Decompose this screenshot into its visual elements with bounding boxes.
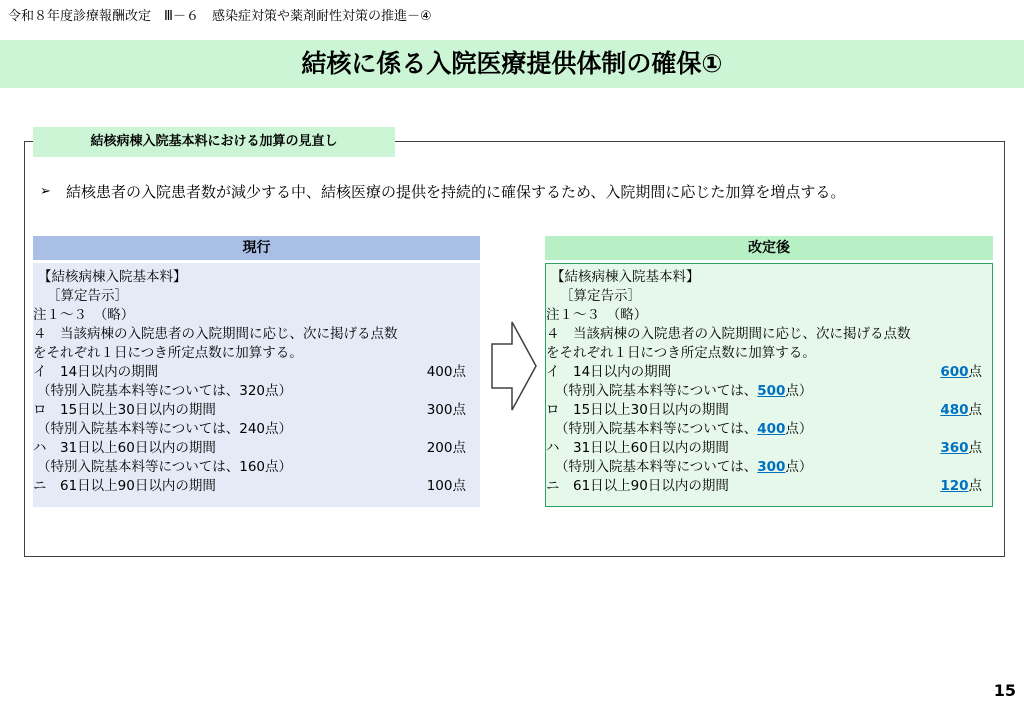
section-tag: 結核病棟入院基本料における加算の見直し [33, 127, 395, 157]
revised-column-header: 改定後 [545, 236, 993, 260]
points-unit: 点 [968, 440, 982, 456]
revised-item-ro-label: ロ 15日以上30日以内の期間 [546, 402, 729, 418]
page-number: 15 [993, 681, 1016, 700]
revised-item-i-value: 600 [940, 364, 969, 380]
bullet-text: 結核患者の入院患者数が減少する中、結核医療の提供を持続的に確保するため、入院期間に応じた加算を増点する。 [66, 183, 846, 201]
sub-prefix: （特別入院基本料等については、 [555, 459, 758, 475]
current-item-i-points: 400点 [426, 364, 466, 380]
current-item-ha-sub: （特別入院基本料等については、160点） [37, 459, 292, 475]
sub-suffix: 点） [785, 421, 813, 437]
revised-item-ha-label: ハ 31日以上60日以内の期間 [546, 440, 729, 456]
points-unit: 点 [968, 364, 982, 380]
current-item-i-sub: （特別入院基本料等については、320点） [37, 383, 292, 399]
current-line-5: をそれぞれ１日につき所定点数に加算する。 [33, 345, 303, 361]
title-band [0, 40, 1024, 88]
revised-line-1: 【結核病棟入院基本料】 [551, 269, 700, 285]
current-column-header: 現行 [33, 236, 480, 260]
breadcrumb: 令和８年度診療報酬改定 Ⅲ－６ 感染症対策や薬剤耐性対策の推進－④ [8, 9, 432, 24]
current-item-i-label: イ 14日以内の期間 [33, 364, 159, 380]
revised-item-ro-value: 480 [940, 402, 969, 418]
current-content-box [33, 263, 480, 507]
current-item-ro-label: ロ 15日以上30日以内の期間 [33, 402, 216, 418]
current-item-ro-points: 300点 [426, 402, 466, 418]
revised-item-ro-sub [555, 420, 812, 439]
right-arrow-icon [490, 320, 538, 412]
revised-item-i-label: イ 14日以内の期間 [546, 364, 672, 380]
revised-item-ni-label: ニ 61日以上90日以内の期間 [546, 478, 729, 494]
current-item-ha-label: ハ 31日以上60日以内の期間 [33, 440, 216, 456]
revised-item-ro-points [940, 401, 982, 420]
revised-item-ni-value: 120 [940, 478, 969, 494]
revised-item-ha-sub-value: 300 [757, 459, 786, 475]
current-line-2: ［算定告示］ [47, 288, 128, 304]
revised-item-ni-points [940, 477, 982, 496]
revised-item-i-points [940, 363, 982, 382]
current-item-ni-points: 100点 [426, 478, 466, 494]
revised-item-ha-sub [555, 458, 812, 477]
current-item-ro-sub: （特別入院基本料等については、240点） [37, 421, 292, 437]
sub-suffix: 点） [785, 383, 813, 399]
revised-item-i-sub-value: 500 [757, 383, 786, 399]
sub-prefix: （特別入院基本料等については、 [555, 383, 758, 399]
revised-content-box [545, 263, 993, 507]
current-item-ni-label: ニ 61日以上90日以内の期間 [33, 478, 216, 494]
arrow-bullet-icon: ➢ [40, 184, 51, 199]
revised-line-3: 注１～３ （略） [546, 307, 648, 323]
points-unit: 点 [968, 402, 982, 418]
current-item-ha-points: 200点 [426, 440, 466, 456]
revised-item-ha-value: 360 [940, 440, 969, 456]
revised-line-2: ［算定告示］ [560, 288, 641, 304]
page-title: 結核に係る入院医療提供体制の確保① [301, 49, 723, 78]
current-line-1: 【結核病棟入院基本料】 [38, 269, 187, 285]
current-line-3: 注１～３ （略） [33, 307, 135, 323]
revised-line-5: をそれぞれ１日につき所定点数に加算する。 [546, 345, 816, 361]
revised-item-ro-sub-value: 400 [757, 421, 786, 437]
revised-item-ha-points [940, 439, 982, 458]
revised-item-i-sub [555, 382, 812, 401]
sub-suffix: 点） [785, 459, 813, 475]
sub-prefix: （特別入院基本料等については、 [555, 421, 758, 437]
points-unit: 点 [968, 478, 982, 494]
current-line-4: ４ 当該病棟の入院患者の入院期間に応じ、次に掲げる点数 [33, 326, 398, 342]
revised-line-4: ４ 当該病棟の入院患者の入院期間に応じ、次に掲げる点数 [546, 326, 911, 342]
